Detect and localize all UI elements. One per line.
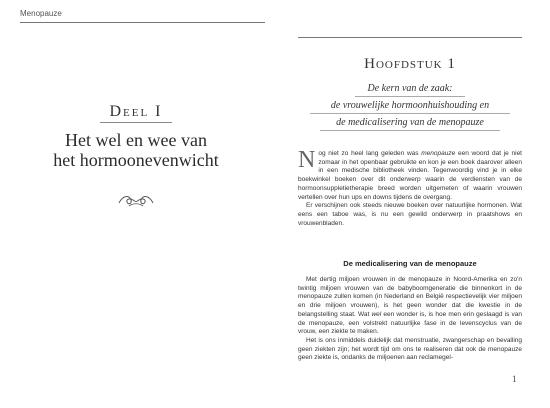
subtitle-rule-2 xyxy=(310,113,510,114)
chapter-intro-text xyxy=(298,147,522,228)
left-page xyxy=(0,0,272,408)
paragraph: Nog niet zo heel lang geleden was menopauze een woord dat je niet zomaar in het openbaar gebruikte en kon je een boek daarover alleen in een medische bibliotheek vinden. Tegenwoordig vind je in elke boekwinkel boeken over dit onderwerp waarin de verdiensten van de hormoonsuppletietherapie breed worden uitgemeten of waarin vrouwen vertellen over hun ups en downs tijdens de overgang. xyxy=(298,147,522,201)
part-title xyxy=(0,130,272,170)
part-title-line-1: Het wel en wee van xyxy=(65,130,207,150)
paragraph: Het is ons inmiddels duidelijk dat menstruatie, zwangerschap en bevalling geen ziekten zijn; het wordt tijd om ons te realiseren dat ook de menopauze geen ziekte is, ondanks de miljoenen aan reclamegel- xyxy=(298,336,522,362)
page-number: 1 xyxy=(512,374,517,384)
drop-cap: N xyxy=(298,147,316,173)
right-page xyxy=(290,0,550,408)
header-rule xyxy=(20,22,265,23)
section-heading: De medicalisering van de menopauze xyxy=(343,259,477,268)
subtitle-line-3: de medicalisering van de menopauze xyxy=(336,117,484,128)
part-title-line-2: het hormoonevenwicht xyxy=(53,150,219,170)
flourish-ornament-icon xyxy=(117,191,155,209)
subtitle-rule-1 xyxy=(355,96,465,97)
subtitle-line-2: de vrouwelijke hormoonhuishouding en xyxy=(330,100,490,111)
chapter-subtitle xyxy=(290,80,530,131)
subtitle-rule-3 xyxy=(320,130,500,131)
top-rule xyxy=(298,37,522,38)
paragraph: Met dertig miljoen vrouwen in de menopauze in Noord-Amerika en zo'n twintig miljoen vrouwen van de babyboomgeneratie die binnenkort in de menopauze zullen komen (in Nederland en België respectievelijk vier miljoen en drie miljoen vrouwen), is het geen wonder dat die kwestie in de belangstelling staat. Wat wel een wonder is, is hoe men erin geslaagd is van de menopauze, een volstrekt natuurlijke fase in de levenscyclus van de vrouw, een ziekte te maken. xyxy=(298,276,522,336)
part-label-underline xyxy=(100,122,172,123)
section-body-text xyxy=(298,276,522,363)
chapter-label: Hoofdstuk 1 xyxy=(364,56,456,72)
paragraph: Er verschijnen ook steeds nieuwe boeken over natuurlijke hormonen. Wat eens een taboe was, is nu een gewild onderwerp in praatshows en vrouwenbladen. xyxy=(298,202,522,227)
subtitle-line-1: De kern van de zaak: xyxy=(367,83,453,94)
running-head: Menopauze xyxy=(20,9,62,18)
part-label: Deel I xyxy=(109,103,163,120)
